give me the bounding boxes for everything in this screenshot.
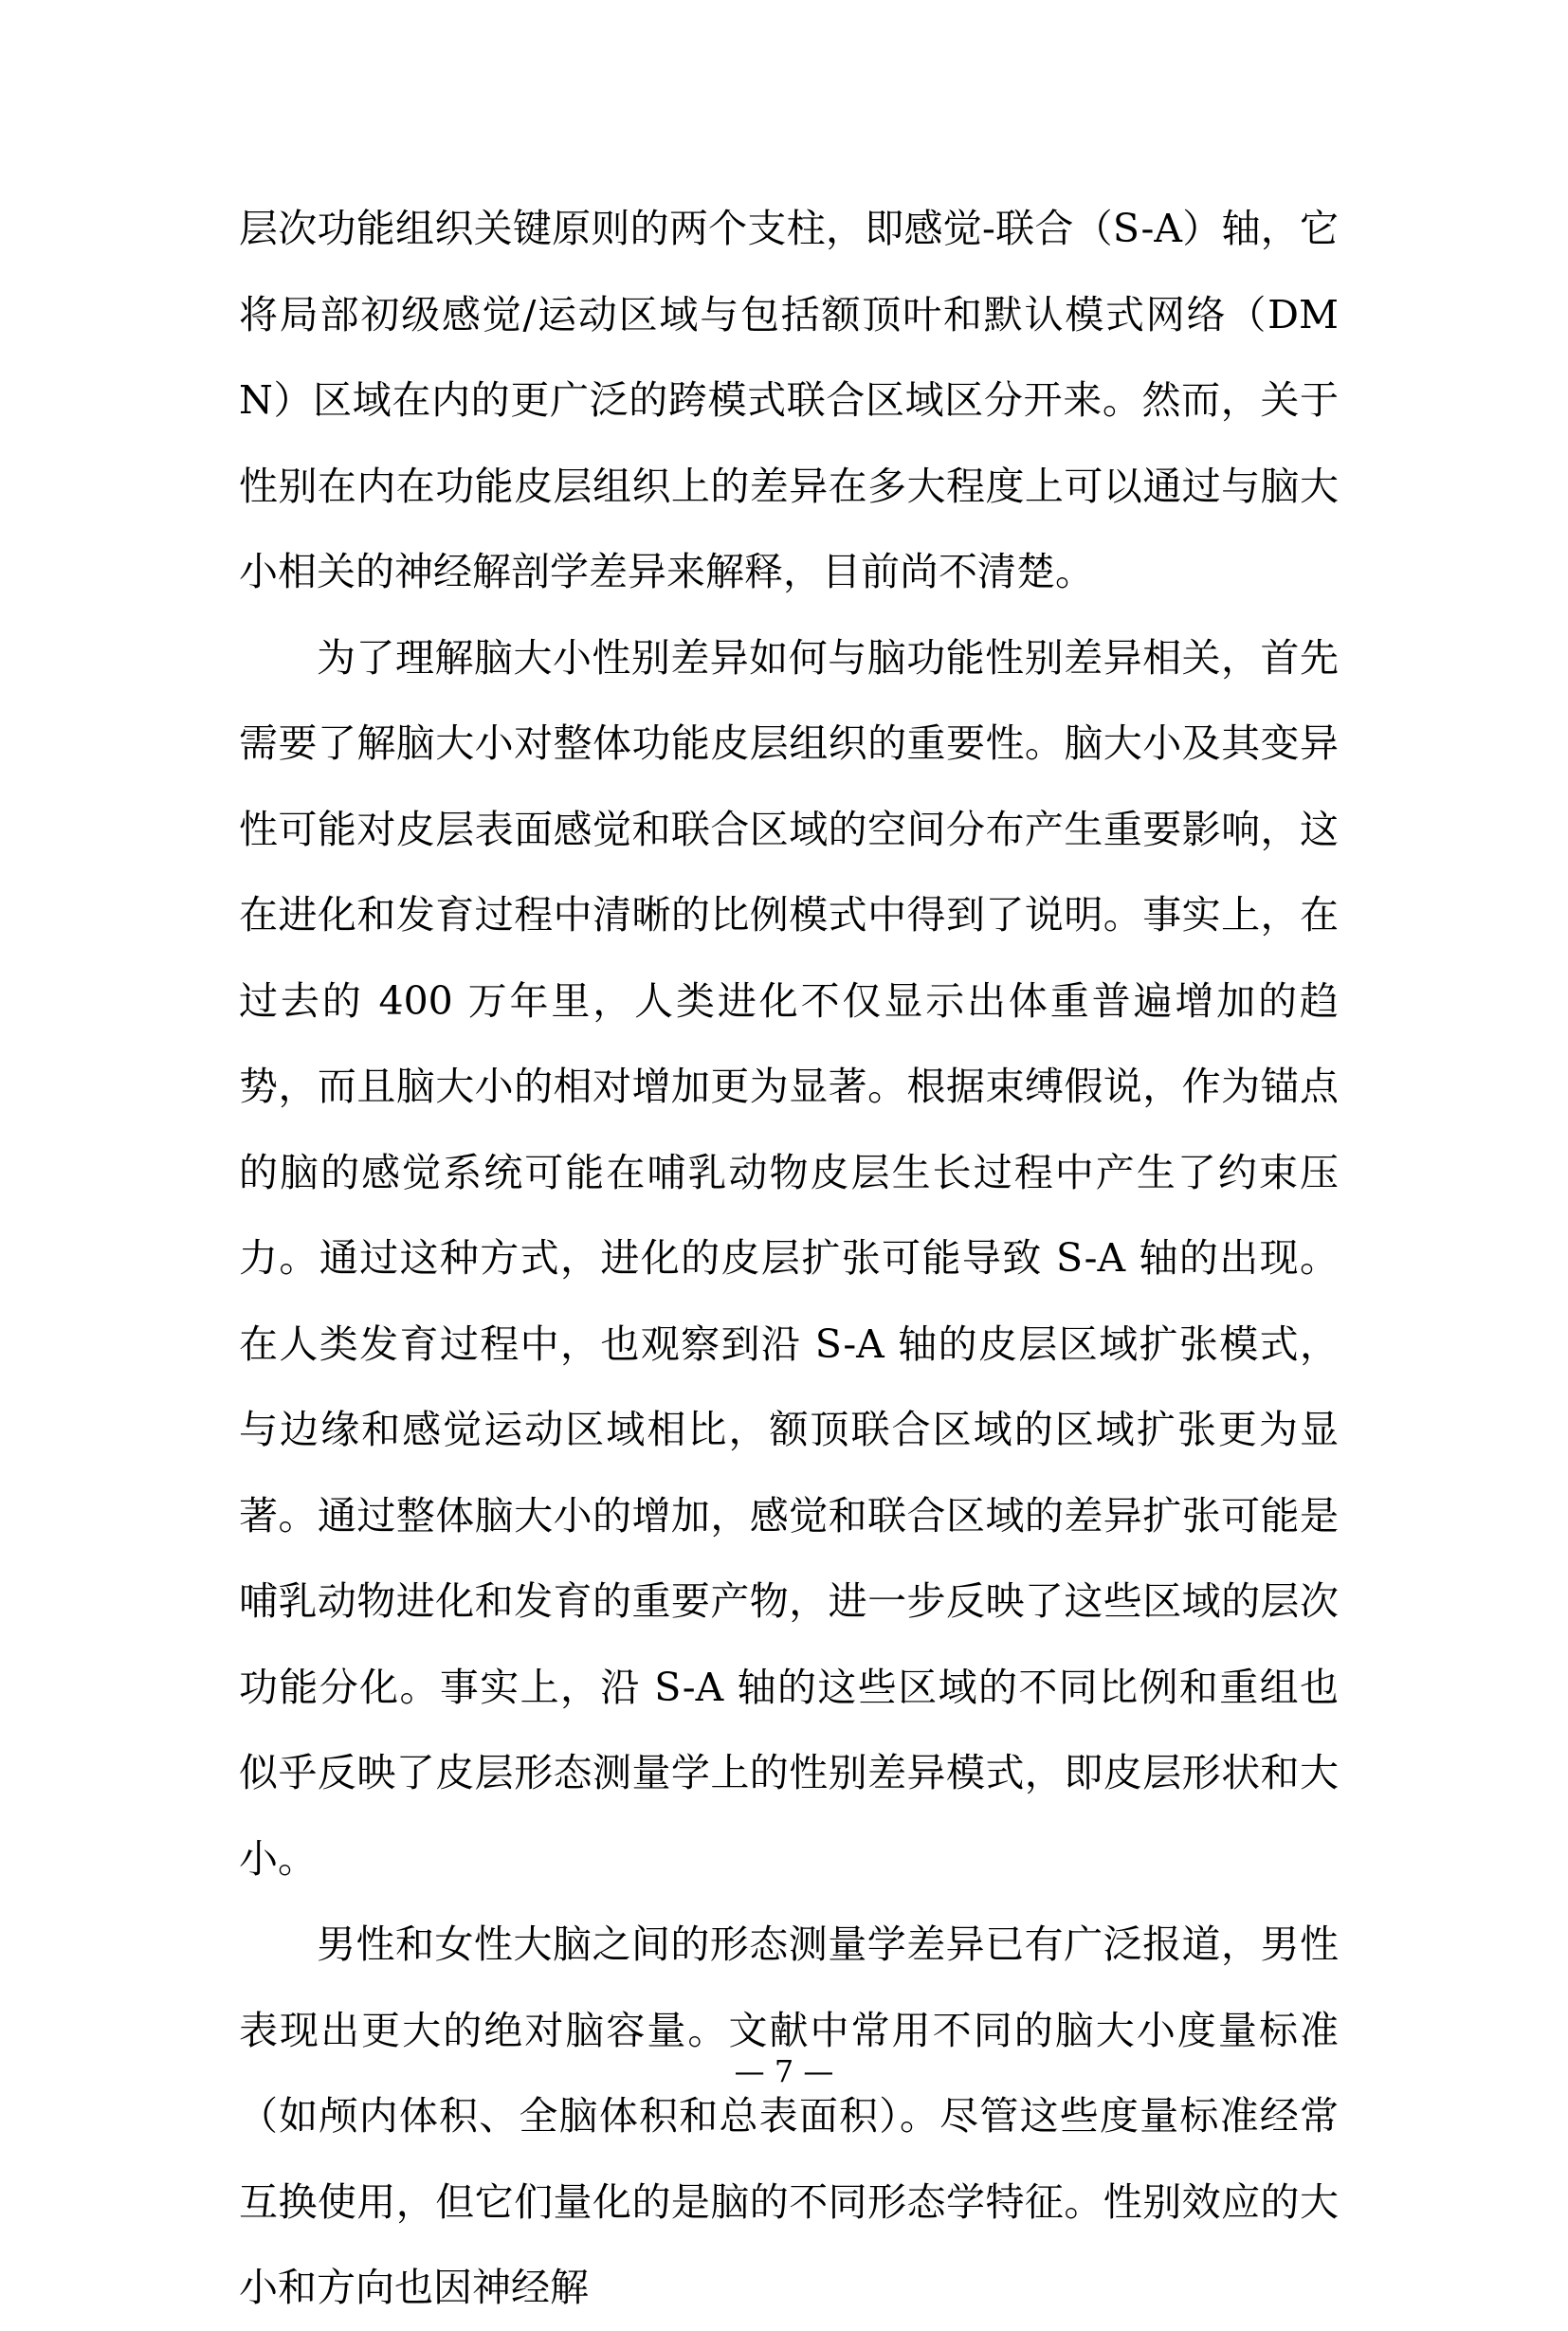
paragraph-1: 层次功能组织关键原则的两个支柱，即感觉-联合（S-A）轴，它将局部初级感觉/运动区域与包括额顶叶和默认模式网络（DMN）区域在内的更广泛的跨模式联合区域区分开来。然而，关于性别在内在功能皮层组织上的差异在多大程度上可以通过与脑大小相关的神经解剖学差异来解释，目前尚不清楚。: [239, 206, 1339, 594]
body-text: [239, 186, 1339, 2331]
paragraph-2: 为了理解脑大小性别差异如何与脑功能性别差异相关，首先需要了解脑大小对整体功能皮层组织的重要性。脑大小及其变异性可能对皮层表面感觉和联合区域的空间分布产生重要影响，这在进化和发育过程中清晰的比例模式中得到了说明。事实上，在过去的 400 万年里，人类进化不仅显示出体重普遍增加的趋势，而且脑大小的相对增加更为显著。根据束缚假说，作为锚点的脑的感觉系统可能在哺乳动物皮层生长过程中产生了约束压力。通过这种方式，进化的皮层扩张可能导致 S-A 轴的出现。在人类发育过程中，也观察到沿 S-A 轴的皮层区域扩张模式，与边缘和感觉运动区域相比，额顶联合区域的区域扩张更为显著。通过整体脑大小的增加，感觉和联合区域的差异扩张可能是哺乳动物进化和发育的重要产物，进一步反映了这些区域的层次功能分化。事实上，沿 S-A 轴的这些区域的不同比例和重组也似乎反映了皮层形态测量学上的性别差异模式，即皮层形状和大小。: [239, 634, 1339, 1882]
page-number: — 7 —: [734, 2053, 834, 2089]
paragraph-3: 男性和女性大脑之间的形态测量学差异已有广泛报道，男性表现出更大的绝对脑容量。文献中常用不同的脑大小度量标准（如颅内体积、全脑体积和总表面积）。尽管这些度量标准经常互换使用，但它们量化的是脑的不同形态学特征。性别效应的大小和方向也因神经解: [239, 1921, 1339, 2310]
